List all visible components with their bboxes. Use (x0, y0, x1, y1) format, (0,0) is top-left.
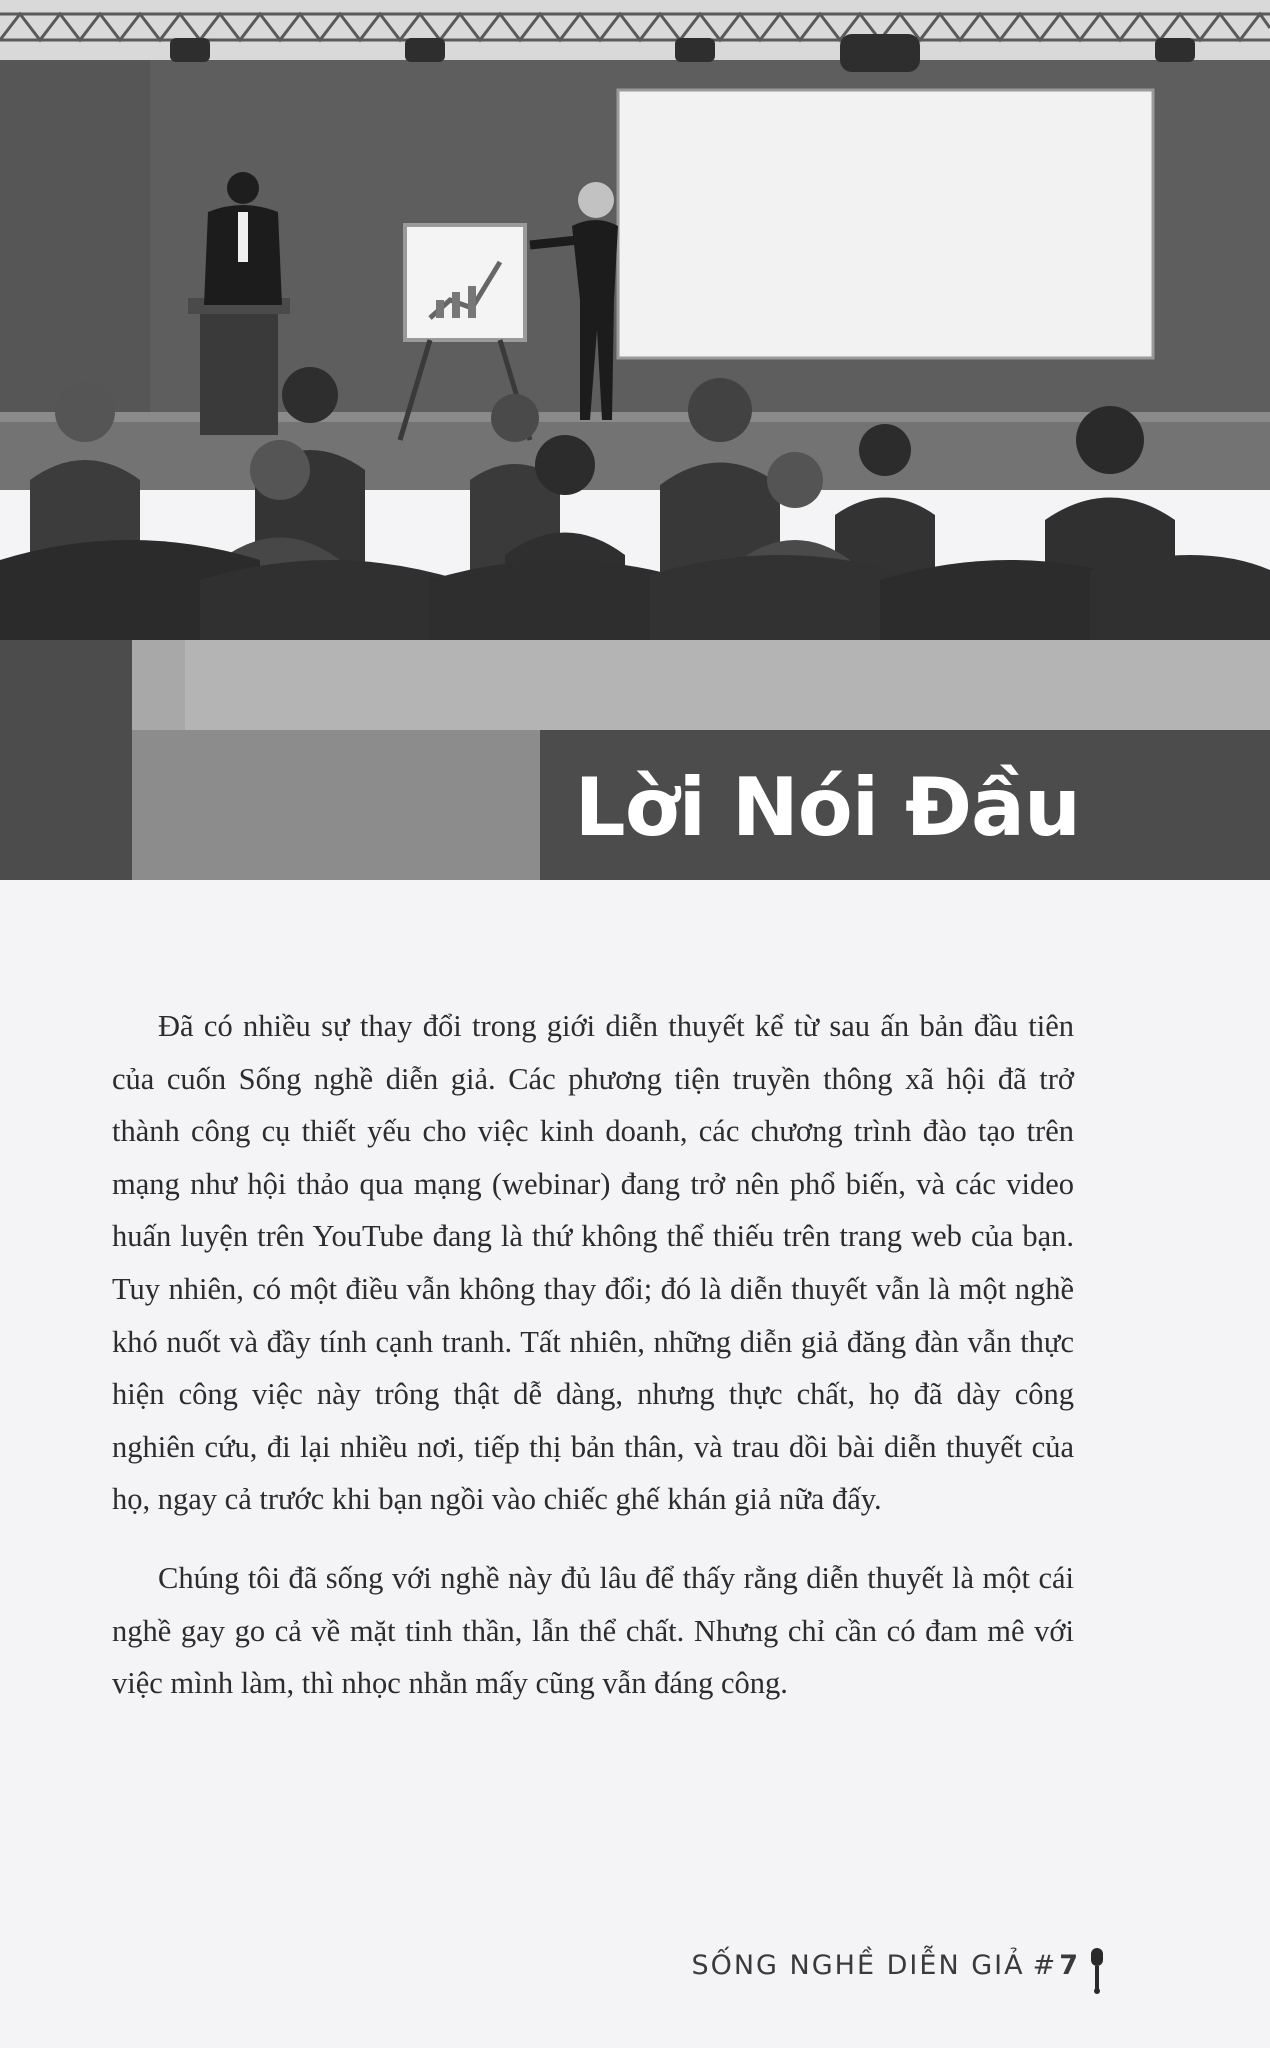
microphone-icon (1088, 1948, 1106, 1994)
paragraph-2: Chúng tôi đã sống với nghề này đủ lâu để thấy rằng diễn thuyết là một cái nghề gay go cả về mặt tinh thần, lẫn thể chất. Nhưng chỉ cần có đam mê với việc mình làm, thì nhọc nhằn mấy cũng vẫn đáng công. (112, 1560, 1074, 1701)
footer-book-title: SỐNG NGHỀ DIỄN GIẢ (691, 1950, 1025, 1981)
page-number: 7 (1059, 1950, 1080, 1981)
chapter-title: Lời Nói Đầu (574, 761, 1080, 854)
paragraph-1: Đã có nhiều sự thay đổi trong giới diễn thuyết kể từ sau ấn bản đầu tiên của cuốn Sống nghề diễn giả. Các phương tiện truyền thông xã hội đã trở thành công cụ thiết yếu cho việc kinh doanh, các chương trình đào tạo trên mạng như hội thảo qua mạng (webinar) đang trở nên phổ biến, và các video huấn luyện trên YouTube đang là thứ không thể thiếu trên trang web của bạn. Tuy nhiên, có một điều vẫn không thay đổi; đó là diễn thuyết vẫn là một nghề khó nuốt và đầy tính cạnh tranh. Tất nhiên, những diễn giả đăng đàn vẫn thực hiện công việc này trông thật dễ dàng, nhưng thực chất, họ đã dày công nghiên cứu, đi lại nhiều nơi, tiếp thị bản thân, và trau dồi bài diễn thuyết của họ, ngay cả trước khi bạn ngồi vào chiếc ghế khán giả nữa đấy. (112, 1009, 1074, 1517)
footer-hash: # (1032, 1950, 1056, 1981)
body-text (112, 1000, 1074, 1710)
running-footer (600, 1950, 1080, 1981)
